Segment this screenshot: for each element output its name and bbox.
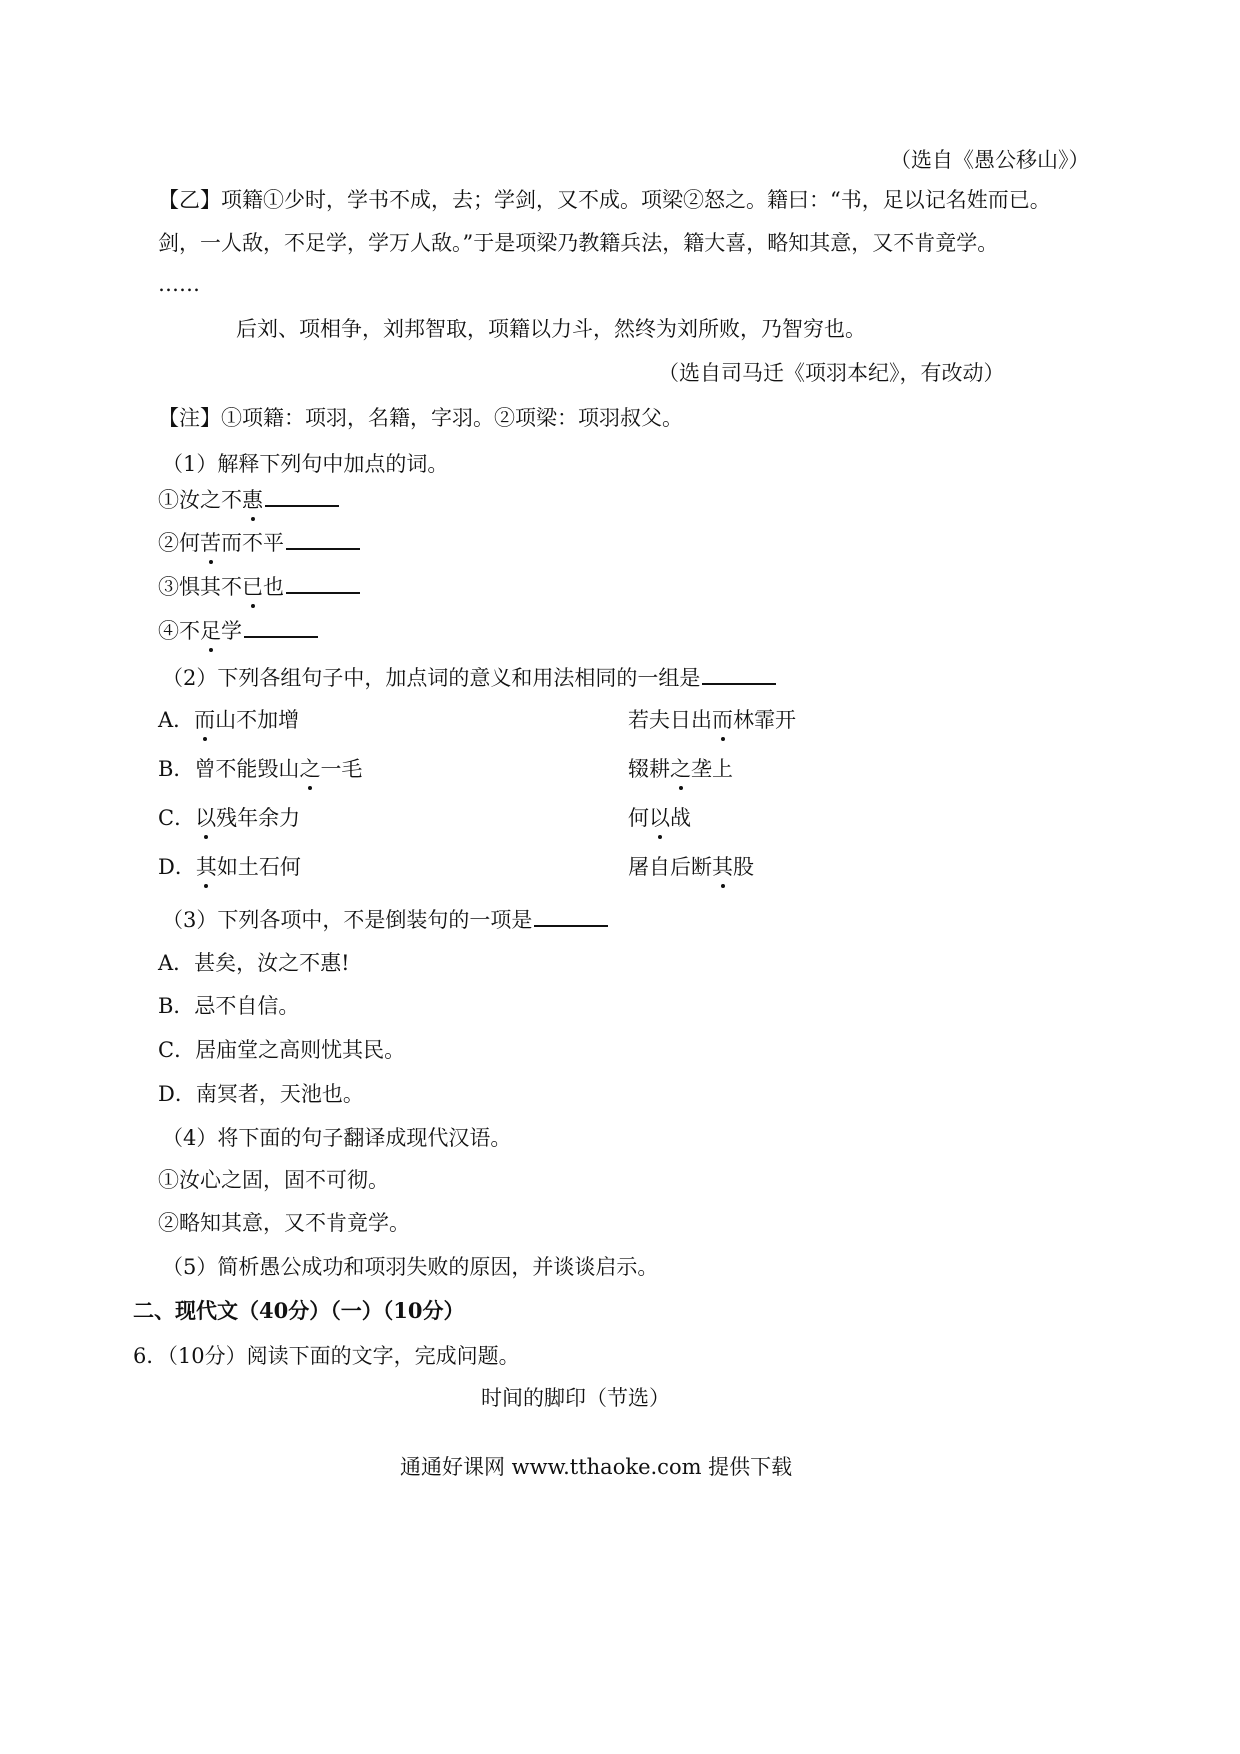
q2-option-d xyxy=(158,853,858,881)
option-label: C． xyxy=(158,806,196,830)
option-b-text: 屠自后断 xyxy=(628,855,712,879)
q2-option-a xyxy=(158,706,858,734)
q3-option-a: A．甚矣，汝之不惠! xyxy=(158,951,350,975)
q6-prompt: 6．（10分）阅读下面的文字，完成问题。 xyxy=(133,1344,520,1368)
answer-blank[interactable] xyxy=(265,485,339,507)
q1-item-4 xyxy=(158,616,318,645)
option-b-text-after: 股 xyxy=(733,855,754,879)
q2-option-c xyxy=(158,804,858,832)
dotted-word: 足 xyxy=(200,619,221,643)
dotted-word: 以 xyxy=(649,806,670,830)
q1-item-3 xyxy=(158,572,360,601)
option-a-text-after: 一毛 xyxy=(320,757,363,781)
passage-title: 时间的脚印（节选） xyxy=(481,1386,670,1410)
q1-item-text-after: 学 xyxy=(221,619,242,643)
option-a-text-after: 山不加增 xyxy=(215,708,300,732)
option-label: B． xyxy=(158,757,195,781)
q3-option-b: B．忌不自信。 xyxy=(158,994,300,1018)
passage-yi-line-3: 后刘、项相争，刘邦智取，项籍以力斗，然终为刘所败，乃智穷也。 xyxy=(236,317,866,341)
dotted-word: 以 xyxy=(195,806,217,830)
dotted-word: 之 xyxy=(299,757,321,781)
q3-prompt-text: （3）下列各项中，不是倒装句的一项是 xyxy=(162,908,533,932)
option-b-text-after: 垄上 xyxy=(691,757,733,781)
option-b-column xyxy=(628,755,733,783)
dotted-word: 而 xyxy=(712,708,733,732)
dotted-word: 其 xyxy=(195,855,217,879)
option-a-text-after: 残年余力 xyxy=(216,806,301,830)
answer-blank[interactable] xyxy=(286,572,360,594)
q1-item-text-after: 而不平 xyxy=(221,531,284,555)
option-b-text-after: 战 xyxy=(670,806,691,830)
passage-yi-line-1: 【乙】项籍①少时，学书不成，去；学剑，又不成。项梁②怒之。籍曰：“书，足以记名姓而已。 xyxy=(158,188,1051,212)
option-b-column xyxy=(628,853,754,881)
option-b-text: 何 xyxy=(628,806,649,830)
option-b-column xyxy=(628,804,691,832)
q1-item-text: ④不 xyxy=(158,619,200,643)
option-a-text: 曾不能毁山 xyxy=(194,757,300,781)
dotted-word: 惠 xyxy=(242,488,263,512)
q3-option-c: C．居庙堂之高则忧其民。 xyxy=(158,1038,406,1062)
dotted-word: 而 xyxy=(194,708,216,732)
q1-item-text: ②何 xyxy=(158,531,200,555)
option-b-text-after: 林霏开 xyxy=(733,708,796,732)
q4-item-2: ②略知其意，又不肯竟学。 xyxy=(158,1211,410,1235)
source-line-1: （选自《愚公移山》） xyxy=(890,148,1090,172)
q5-prompt: （5）简析愚公成功和项羽失败的原因，并谈谈启示。 xyxy=(162,1255,659,1279)
page-footer: 通通好课网 www.tthaoke.com 提供下载 xyxy=(400,1455,793,1479)
q3-option-d: D．南冥者，天池也。 xyxy=(158,1082,364,1106)
option-label: A． xyxy=(158,708,195,732)
q1-prompt: （1）解释下列句中加点的词。 xyxy=(162,452,449,476)
q1-item-2 xyxy=(158,528,360,557)
dotted-word: 已 xyxy=(242,575,263,599)
q1-item-text: ①汝之不 xyxy=(158,488,242,512)
answer-blank[interactable] xyxy=(534,905,608,927)
q1-item-text: ③惧其不 xyxy=(158,575,242,599)
option-b-text: 辍耕 xyxy=(628,757,670,781)
option-a-text-after: 如土石何 xyxy=(216,855,301,879)
q2-prompt-text: （2）下列各组句子中，加点词的意义和用法相同的一组是 xyxy=(162,666,701,690)
q3-prompt xyxy=(162,905,608,934)
annotation-note: 【注】①项籍：项羽，名籍，字羽。②项梁：项羽叔父。 xyxy=(158,406,683,430)
ellipsis: …… xyxy=(158,272,200,296)
q4-item-1: ①汝心之固，固不可彻。 xyxy=(158,1168,389,1192)
option-b-text: 若夫日出 xyxy=(628,708,712,732)
passage-yi-line-2: 剑，一人敌，不足学，学万人敌。”于是项梁乃教籍兵法，籍大喜，略知其意，又不肯竟学。 xyxy=(158,231,999,255)
answer-blank[interactable] xyxy=(244,616,318,638)
dotted-word: 之 xyxy=(670,757,691,781)
source-line-2: （选自司马迁《项羽本纪》，有改动） xyxy=(658,361,1005,385)
answer-blank[interactable] xyxy=(702,663,776,685)
dotted-word: 其 xyxy=(712,855,733,879)
section-heading: 二、现代文（40分）（一）（10分） xyxy=(133,1298,465,1323)
q1-item-1 xyxy=(158,485,339,514)
option-label: D． xyxy=(158,855,196,879)
q2-prompt xyxy=(162,663,776,692)
q1-item-text-after: 也 xyxy=(263,575,284,599)
q2-option-b xyxy=(158,755,858,783)
option-b-column xyxy=(628,706,796,734)
answer-blank[interactable] xyxy=(286,528,360,550)
dotted-word: 苦 xyxy=(200,531,221,555)
q4-prompt: （4）将下面的句子翻译成现代汉语。 xyxy=(162,1126,512,1150)
